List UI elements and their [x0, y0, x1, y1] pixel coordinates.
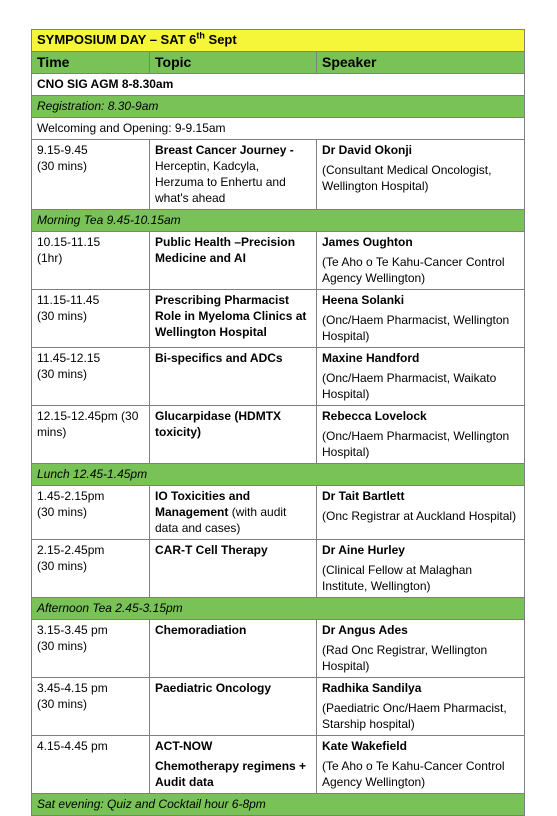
session-row	[32, 232, 525, 290]
column-header-topic: Topic	[150, 52, 317, 74]
speaker-name: Dr Angus Ades	[322, 623, 408, 637]
session-speaker	[317, 140, 525, 210]
session-topic: Public Health –Precision Medicine and AI	[150, 232, 317, 290]
time-duration: (30 mins)	[37, 159, 88, 173]
column-header-row	[32, 52, 525, 74]
session-speaker	[317, 290, 525, 348]
time-duration: (1hr)	[37, 251, 63, 265]
speaker-role: (Onc Registrar at Auckland Hospital)	[322, 509, 517, 523]
session-speaker	[317, 232, 525, 290]
session-topic	[150, 486, 317, 540]
agm-row	[32, 74, 525, 96]
time-range: 10.15-11.15	[37, 235, 101, 249]
speaker-name: Kate Wakefield	[322, 739, 407, 753]
topic-detail: (with audit data and cases)	[155, 505, 287, 535]
title-superscript: th	[196, 30, 205, 41]
time-range: 11.15-11.45	[37, 293, 100, 307]
registration-row	[32, 96, 525, 118]
speaker-name: Dr Aine Hurley	[322, 543, 405, 557]
speaker-name: Dr David Okonji	[322, 143, 413, 157]
symposium-schedule-table	[31, 29, 525, 816]
speaker-role: (Te Aho o Te Kahu-Cancer Control Agency Wellington)	[322, 759, 505, 789]
speaker-role: (Clinical Fellow at Malaghan Institute, Wellington)	[322, 563, 473, 593]
session-topic: Bi-specifics and ADCs	[150, 348, 317, 406]
speaker-name: Maxine Handford	[322, 351, 420, 365]
speaker-role: (Paediatric Onc/Haem Pharmacist, Starship hospital)	[322, 701, 507, 731]
session-row	[32, 140, 525, 210]
speaker-name: Rebecca Lovelock	[322, 409, 427, 423]
session-time	[32, 232, 150, 290]
session-topic	[150, 736, 317, 794]
session-speaker	[317, 486, 525, 540]
evening-row	[32, 794, 525, 816]
time-duration: (30 mins)	[37, 309, 88, 323]
morning-tea-text: Morning Tea 9.45-10.15am	[32, 210, 525, 232]
session-time	[32, 678, 150, 736]
session-row	[32, 736, 525, 794]
title-row	[32, 30, 525, 52]
speaker-name: Dr Tait Bartlett	[322, 489, 405, 503]
time-range: 2.15-2.45pm	[37, 543, 105, 557]
session-speaker	[317, 540, 525, 598]
speaker-role: (Te Aho o Te Kahu-Cancer Control Agency Wellington)	[322, 255, 505, 285]
column-header-speaker: Speaker	[317, 52, 525, 74]
speaker-role: (Onc/Haem Pharmacist, Waikato Hospital)	[322, 371, 497, 401]
session-topic: Chemoradiation	[150, 620, 317, 678]
time-duration: (30 mins)	[37, 697, 88, 711]
session-time: 4.15-4.45 pm	[32, 736, 150, 794]
session-speaker	[317, 406, 525, 464]
session-topic: Glucarpidase (HDMTX toxicity)	[150, 406, 317, 464]
topic-title: IO Toxicities and Management	[155, 489, 251, 519]
session-row	[32, 540, 525, 598]
session-topic: CAR-T Cell Therapy	[150, 540, 317, 598]
speaker-name: James Oughton	[322, 235, 413, 249]
time-duration: (30 mins)	[37, 367, 88, 381]
afternoon-tea-text: Afternoon Tea 2.45-3.15pm	[32, 598, 525, 620]
session-time	[32, 540, 150, 598]
column-header-time: Time	[32, 52, 150, 74]
session-time	[32, 140, 150, 210]
speaker-name: Heena Solanki	[322, 293, 405, 307]
topic-detail: Chemotherapy regimens + Audit data	[155, 759, 307, 789]
time-range: 11.45-12.15	[37, 351, 101, 365]
session-time	[32, 290, 150, 348]
evening-text: Sat evening: Quiz and Cocktail hour 6-8pm	[32, 794, 525, 816]
session-time	[32, 486, 150, 540]
title-main: SYMPOSIUM DAY – SAT 6	[37, 32, 197, 47]
speaker-name: Radhika Sandilya	[322, 681, 422, 695]
time-range: 1.45-2.15pm	[37, 489, 105, 503]
time-range: 9.15-9.45	[37, 143, 88, 157]
session-topic	[150, 140, 317, 210]
speaker-role: (Onc/Haem Pharmacist, Wellington Hospital)	[322, 429, 510, 459]
morning-tea-row	[32, 210, 525, 232]
session-time: 12.15-12.45pm (30 mins)	[32, 406, 150, 464]
time-duration: (30 mins)	[37, 559, 88, 573]
session-row	[32, 486, 525, 540]
session-speaker	[317, 348, 525, 406]
speaker-role: (Rad Onc Registrar, Wellington Hospital)	[322, 643, 488, 673]
session-speaker	[317, 678, 525, 736]
registration-text: Registration: 8.30-9am	[32, 96, 525, 118]
agm-text: CNO SIG AGM 8-8.30am	[32, 74, 525, 96]
welcoming-text: Welcoming and Opening: 9-9.15am	[32, 118, 525, 140]
welcoming-row	[32, 118, 525, 140]
session-topic: Paediatric Oncology	[150, 678, 317, 736]
time-range: 3.45-4.15 pm	[37, 681, 108, 695]
time-range: 3.15-3.45 pm	[37, 623, 108, 637]
session-row	[32, 620, 525, 678]
title-tail: Sept	[204, 32, 237, 47]
session-row	[32, 348, 525, 406]
speaker-role: (Consultant Medical Oncologist, Wellington Hospital)	[322, 163, 492, 193]
session-speaker	[317, 736, 525, 794]
session-time	[32, 620, 150, 678]
schedule-title	[32, 30, 525, 52]
time-duration: (30 mins)	[37, 639, 88, 653]
lunch-text: Lunch 12.45-1.45pm	[32, 464, 525, 486]
speaker-role: (Onc/Haem Pharmacist, Wellington Hospital)	[322, 313, 510, 343]
topic-title: Breast Cancer Journey -	[155, 143, 294, 157]
session-row	[32, 290, 525, 348]
session-row	[32, 406, 525, 464]
time-duration: (30 mins)	[37, 505, 88, 519]
session-speaker	[317, 620, 525, 678]
afternoon-tea-row	[32, 598, 525, 620]
session-topic: Prescribing Pharmacist Role in Myeloma Clinics at Wellington Hospital	[150, 290, 317, 348]
session-time	[32, 348, 150, 406]
topic-title: ACT-NOW	[155, 739, 213, 753]
lunch-row	[32, 464, 525, 486]
session-row	[32, 678, 525, 736]
topic-detail: Herceptin, Kadcyla, Herzuma to Enhertu and what's ahead	[155, 159, 286, 205]
